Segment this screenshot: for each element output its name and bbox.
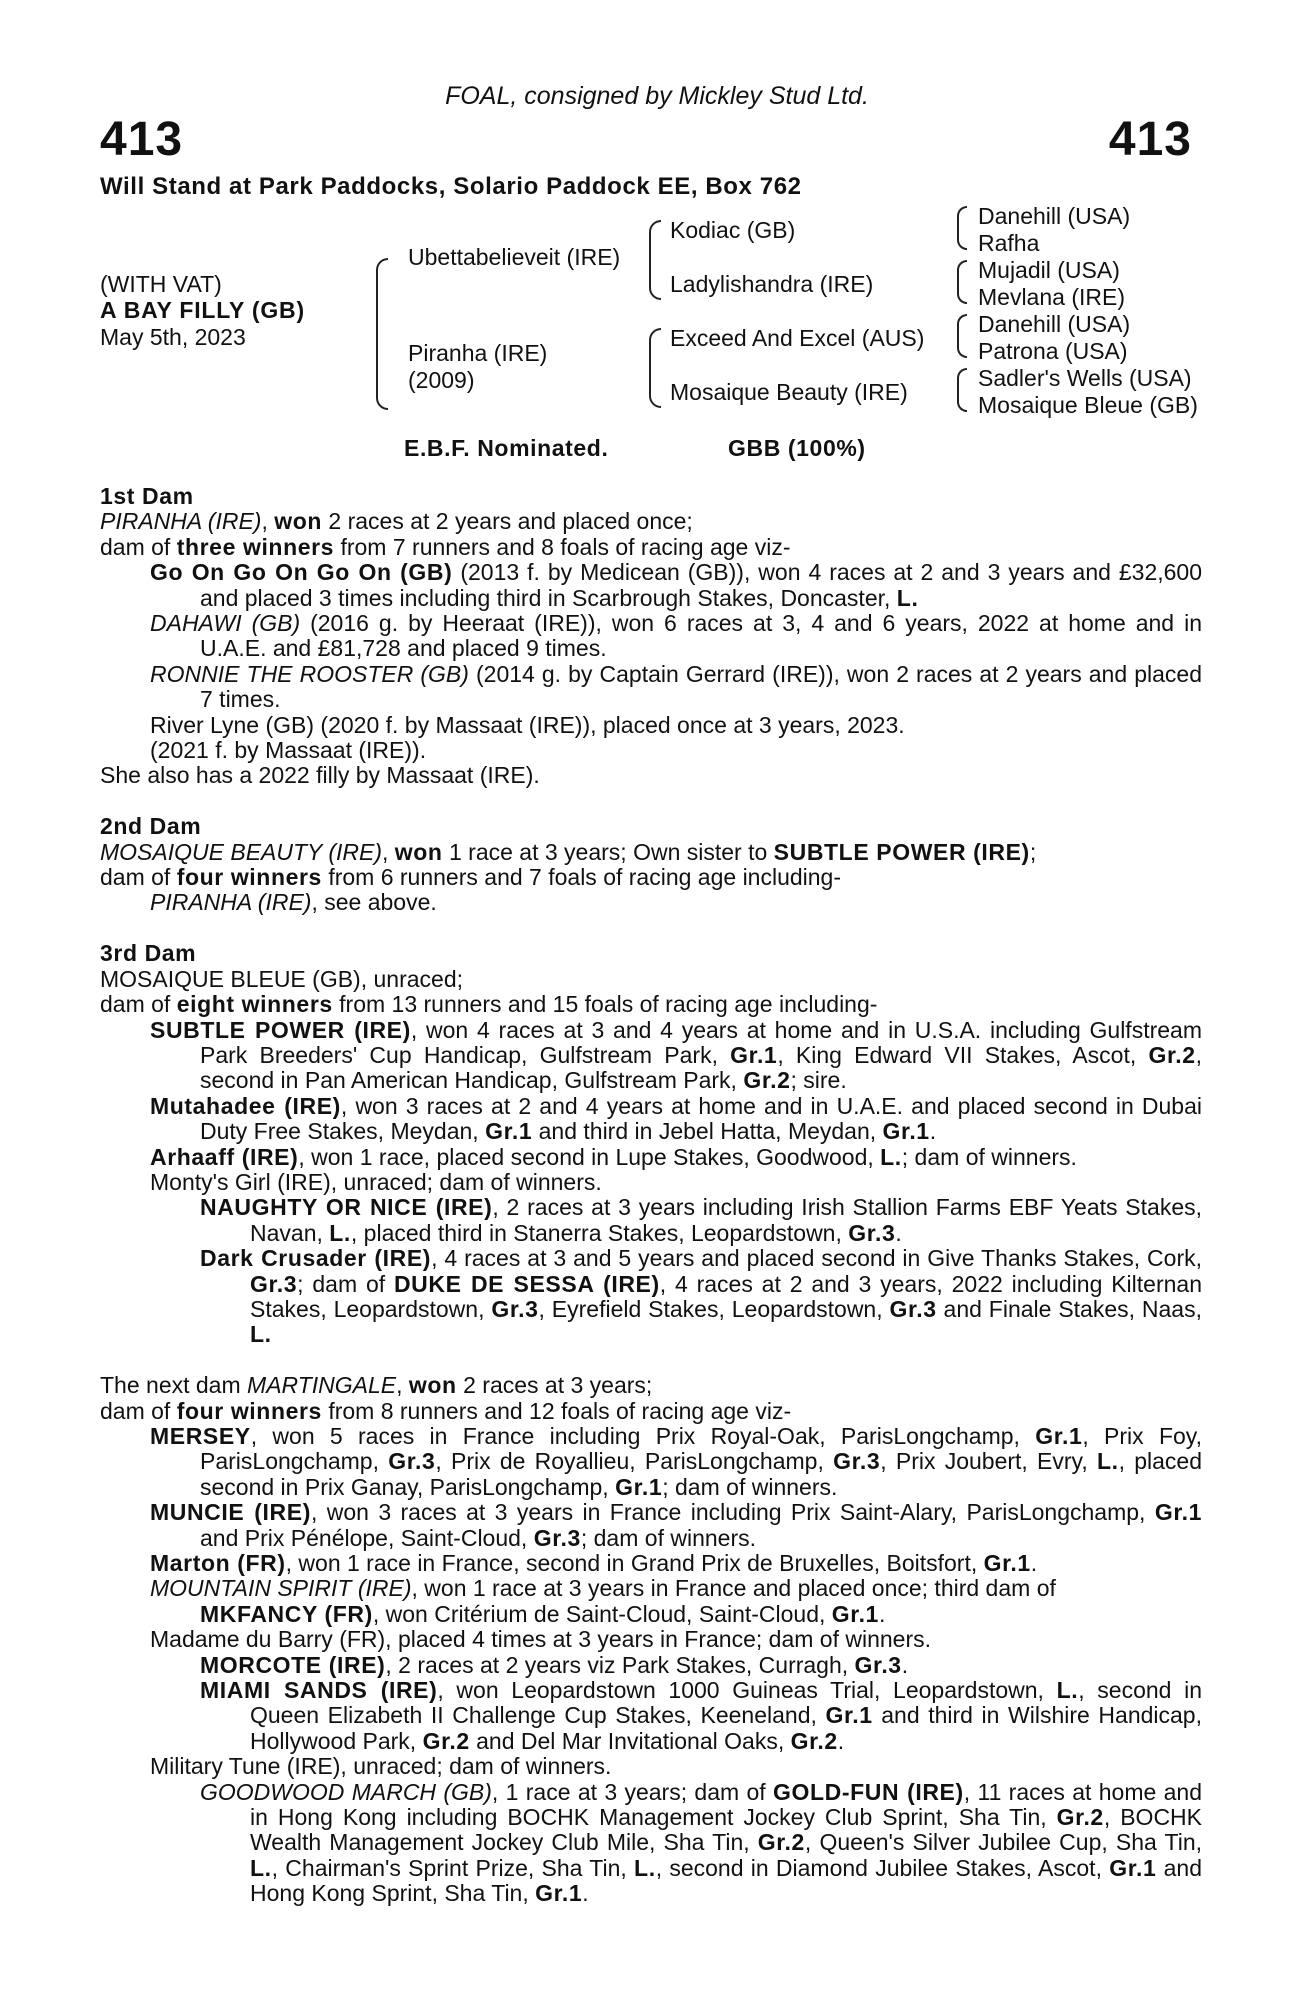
produce-entry-nested: MIAMI SANDS (IRE), won Leopardstown 1000 Guineas Trial, Leopardstown, L., second in Queen Elizabeth II Challenge Cup Stakes, Keeneland, Gr.1 and third in Wilshire Handicap, Hollywood Park, Gr.2 and Del Mar Invitational Oaks, Gr.2. <box>200 1677 1202 1754</box>
produce-entry: Monty's Girl (IRE), unraced; dam of winners. <box>150 1168 602 1195</box>
pedigree-gen3-7: Sadler's Wells (USA) <box>978 365 1192 391</box>
produce-entry: (2021 f. by Massaat (IRE)). <box>150 737 427 764</box>
produce-entry-nested: MKFANCY (FR), won Critérium de Saint-Cloud, Saint-Cloud, Gr.1. <box>200 1600 886 1627</box>
next-dam-produce-summary: dam of four winners from 8 runners and 12 foals of racing age viz- <box>100 1397 792 1424</box>
stand-location: Will Stand at Park Paddocks, Solario Paddock EE, Box 762 <box>100 173 802 200</box>
next-dam-line: The next dam MARTINGALE, won 2 races at 3 years; <box>100 1372 653 1399</box>
produce-entry: Madame du Barry (FR), placed 4 times at 3 years in France; dam of winners. <box>150 1626 932 1653</box>
pedigree-sire-dam: Ladylishandra (IRE) <box>670 271 874 297</box>
pedigree-sire-sire: Kodiac (GB) <box>670 217 796 243</box>
produce-entry: MUNCIE (IRE), won 3 races at 3 years in France including Prix Saint-Alary, ParisLongchamp, Gr.1 and Prix Pénélope, Saint-Cloud, Gr.3; dam of winners. <box>150 1499 1202 1551</box>
pedigree-brace-dam <box>649 328 661 408</box>
pedigree-gen3-1: Danehill (USA) <box>978 203 1131 229</box>
produce-entry-nested: NAUGHTY OR NICE (IRE), 2 races at 3 years including Irish Stallion Farms EBF Yeats Stakes, Navan, L., placed third in Stanerra Stakes, Leopardstown, Gr.3. <box>200 1194 1202 1246</box>
second-dam-produce-summary: dam of four winners from 6 runners and 7 foals of racing age including- <box>100 864 842 891</box>
first-dam-line: PIRANHA (IRE), won 2 races at 2 years and placed once; <box>100 508 693 535</box>
pedigree-brace-g1 <box>957 206 967 250</box>
produce-entry: MOUNTAIN SPIRIT (IRE), won 1 race at 3 years in France and placed once; third dam of <box>150 1575 1056 1602</box>
pedigree-dam-dam: Mosaique Beauty (IRE) <box>670 379 908 405</box>
pedigree-brace-g2 <box>957 260 967 304</box>
pedigree-gen3-6: Patrona (USA) <box>978 338 1128 364</box>
gbb-status: GBB (100%) <box>728 435 866 461</box>
produce-entry-nested: GOODWOOD MARCH (GB), 1 race at 3 years; dam of GOLD-FUN (IRE), 11 races at home and in Hong Kong including BOCHK Management Jockey Club Sprint, Sha Tin, Gr.2, BOCHK Wealth Management Jockey Club Mile, Sha Tin, Gr.2, Queen's Silver Jubilee Cup, Sha Tin, L., Chairman's Sprint Prize, Sha Tin, L., second in Diamond Jubilee Stakes, Ascot, Gr.1 and Hong Kong Sprint, Sha Tin, Gr.1. <box>200 1778 1203 1907</box>
produce-entry-nested: Dark Crusader (IRE), 4 races at 3 and 5 years and placed second in Give Thanks Stakes, Cork, Gr.3; dam of DUKE DE SESSA (IRE), 4 races at 2 and 3 years, 2022 including Kilternan Stakes, Leopardstown, Gr.3, Eyrefield Stakes, Leopardstown, Gr.3 and Finale Stakes, Naas, L. <box>200 1245 1202 1348</box>
produce-entry: River Lyne (GB) (2020 f. by Massaat (IRE)), placed once at 3 years, 2023. <box>150 711 905 738</box>
produce-entry-nested: MORCOTE (IRE), 2 races at 2 years viz Park Stakes, Curragh, Gr.3. <box>200 1651 909 1678</box>
lot-number-left: 413 <box>100 113 184 166</box>
pedigree-gen3-2: Rafha <box>978 230 1040 256</box>
pedigree-brace-g4 <box>957 368 967 412</box>
pedigree-brace-sire <box>649 220 661 300</box>
first-dam-heading: 1st Dam <box>100 483 194 509</box>
produce-entry: PIRANHA (IRE), see above. <box>150 889 437 916</box>
pedigree-dam: Piranha (IRE) <box>408 340 548 366</box>
first-dam-produce-summary: dam of three winners from 7 runners and 8 foals of racing age viz- <box>100 533 791 560</box>
produce-entry: MERSEY, won 5 races in France including Prix Royal-Oak, ParisLongchamp, Gr.1, Prix Foy, ParisLongchamp, Gr.3, Prix de Royallieu, ParisLongchamp, Gr.3, Prix Joubert, Evry, L., placed second in Prix Ganay, ParisLongchamp, Gr.1; dam of winners. <box>150 1422 1202 1500</box>
produce-entry: SUBTLE POWER (IRE), won 4 races at 3 and 4 years at home and in U.S.A. including Gulfstream Park Breeders' Cup Handicap, Gulfstream Park, Gr.1, King Edward VII Stakes, Ascot, Gr.2, second in Pan American Handicap, Gulfstream Park, Gr.2; sire. <box>150 1016 1202 1094</box>
pedigree-sire: Ubettabelieveit (IRE) <box>408 244 621 270</box>
pedigree-gen3-5: Danehill (USA) <box>978 311 1131 337</box>
third-dam-produce-summary: dam of eight winners from 13 runners and 15 foals of racing age including- <box>100 991 878 1018</box>
produce-record <box>100 484 1202 1907</box>
pedigree-brace-g3 <box>957 314 967 358</box>
produce-entry: Mutahadee (IRE), won 3 races at 2 and 4 years at home and in U.A.E. and placed second in Dubai Duty Free Stakes, Meydan, Gr.1 and third in Jebel Hatta, Meydan, Gr.1. <box>150 1092 1202 1145</box>
produce-entry: RONNIE THE ROOSTER (GB) (2014 g. by Captain Gerrard (IRE)), won 2 races at 2 years and placed 7 times. <box>150 660 1202 713</box>
pedigree-gen3-4: Mevlana (IRE) <box>978 284 1125 310</box>
third-dam-heading: 3rd Dam <box>100 940 197 967</box>
pedigree-gen3-8: Mosaique Bleue (GB) <box>978 392 1198 418</box>
vat-note: (WITH VAT) <box>100 271 222 297</box>
foaling-date: May 5th, 2023 <box>100 324 246 350</box>
second-dam-line: MOSAIQUE BEAUTY (IRE), won 1 race at 3 years; Own sister to SUBTLE POWER (IRE); <box>100 838 1037 865</box>
produce-note: She also has a 2022 filly by Massaat (IRE). <box>100 762 540 789</box>
produce-entry: DAHAWI (GB) (2016 g. by Heeraat (IRE)), won 6 races at 3, 4 and 6 years, 2022 at home and in U.A.E. and £81,728 and placed 9 times. <box>150 610 1202 662</box>
pedigree-dam-year: (2009) <box>408 367 475 393</box>
pedigree-brace-main <box>376 258 388 410</box>
produce-entry: Arhaaff (IRE), won 1 race, placed second in Lupe Stakes, Goodwood, L.; dam of winners. <box>150 1143 1077 1170</box>
second-dam-heading: 2nd Dam <box>100 813 202 840</box>
produce-entry: Go On Go On Go On (GB) (2013 f. by Medicean (GB)), won 4 races at 2 and 3 years and £32,600 and placed 3 times including third in Scarbrough Stakes, Doncaster, L. <box>150 559 1202 611</box>
consignor-line: FOAL, consigned by Mickley Stud Ltd. <box>445 82 869 110</box>
produce-entry: Marton (FR), won 1 race in France, second in Grand Prix de Bruxelles, Boitsfort, Gr.1. <box>150 1550 1038 1577</box>
horse-name: A BAY FILLY (GB) <box>100 297 305 323</box>
pedigree-dam-sire: Exceed And Excel (AUS) <box>670 325 925 351</box>
produce-entry: Military Tune (IRE), unraced; dam of winners. <box>150 1753 612 1780</box>
lot-number-right: 413 <box>1108 113 1192 166</box>
pedigree-gen3-3: Mujadil (USA) <box>978 257 1120 283</box>
ebf-nomination: E.B.F. Nominated. <box>404 435 609 461</box>
third-dam-line: MOSAIQUE BLEUE (GB), unraced; <box>100 965 464 992</box>
